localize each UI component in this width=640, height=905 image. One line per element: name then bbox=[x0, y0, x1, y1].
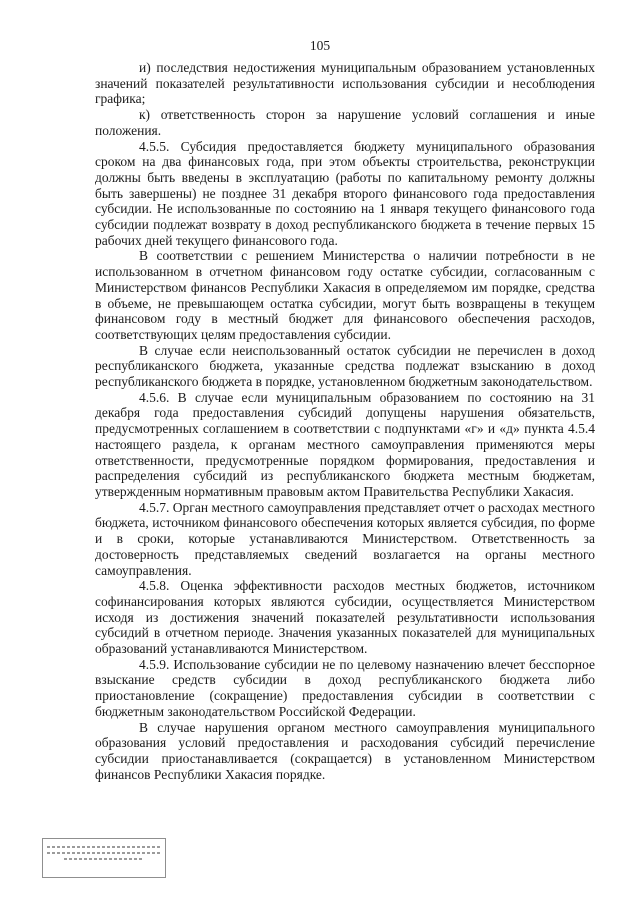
paragraph-violation-suspension: В случае нарушения органом местного самоуправления муниципального образования условий предоставления и расходования субсидий перечисление субсидии приостанавливается (сокращается) в установленном Министерством финансов Республики Хакасия порядке. bbox=[95, 719, 595, 782]
stamp-line bbox=[47, 846, 161, 848]
paragraph-4-5-9: 4.5.9. Использование субсидии не по целевому назначению влечет бесспорное взыскание средств субсидии в доход республиканского бюджета либо приостановление (сокращение) предоставления субсидии в соответствии с бюджетным законодательством Российской Федерации. bbox=[95, 656, 595, 719]
document-body bbox=[95, 60, 595, 782]
paragraph-recovery: В случае если неиспользованный остаток субсидии не перечислен в доход республиканского бюджета, указанные средства подлежат взысканию в доход республиканского бюджета в порядке, установленном бюджетным законодательством. bbox=[95, 342, 595, 390]
paragraph-4-5-6: 4.5.6. В случае если муниципальным образованием по состоянию на 31 декабря года предоставления субсидий допущены нарушения обязательств, предусмотренных соглашением в соответствии с подпунктами «г» и «д» пункта 4.5.4 настоящего раздела, к органам местного самоуправления применяются меры ответственности, предусмотренные порядком формирования, предоставления и распределения субсидий из республиканского бюджета местным бюджетам, утвержденным нормативным правовым актом Правительства Республики Хакасия. bbox=[95, 389, 595, 499]
paragraph-unused-balance-return: В соответствии с решением Министерства о наличии потребности в не использованном в отчетном финансовом году остатке субсидии, согласованным с Министерством финансов Республики Хакасия в определяемом им порядке, средства в объеме, не превышающем остатка субсидии, могут быть возвращены в текущем финансовом году в местный бюджет для финансового обеспечения расходов, соответствующих целям предоставления субсидии. bbox=[95, 248, 595, 342]
stamp-line bbox=[47, 852, 161, 854]
page-number: 105 bbox=[309, 38, 331, 53]
paragraph-i: и) последствия недостижения муниципальным образованием установленных значений показателей результативности использования субсидии и несоблюдения графика; bbox=[95, 60, 595, 107]
paragraph-4-5-8: 4.5.8. Оценка эффективности расходов местных бюджетов, источником софинансирования которых являются субсидии, осуществляется Министерством исходя из достижения значений показателей результативности использования субсидий в отчетном периоде. Значения указанных показателей для муниципальных образований устанавливаются Министерством. bbox=[95, 578, 595, 657]
registration-stamp bbox=[42, 838, 166, 878]
paragraph-k: к) ответственность сторон за нарушение условий соглашения и иные положения. bbox=[95, 107, 595, 138]
paragraph-4-5-7: 4.5.7. Орган местного самоуправления представляет отчет о расходах местного бюджета, источником финансового обеспечения которых является субсидия, по форме и в сроки, которые устанавливаются Министерством. Ответственность за достоверность представляемых сведений возлагается на органы местного самоуправления. bbox=[95, 499, 595, 578]
stamp-line bbox=[64, 858, 144, 860]
paragraph-4-5-5: 4.5.5. Субсидия предоставляется бюджету муниципального образования сроком на два финансовых года, при этом объекты строительства, реконструкции должны быть введены в эксплуатацию (работы по капитальному ремонту должны быть завершены) не позднее 31 декабря второго финансового года предоставления субсидии. Не использованные по состоянию на 1 января текущего финансового года субсидии подлежат возврату в доход республиканского бюджета в течение первых 15 рабочих дней текущего финансового года. bbox=[95, 138, 595, 248]
